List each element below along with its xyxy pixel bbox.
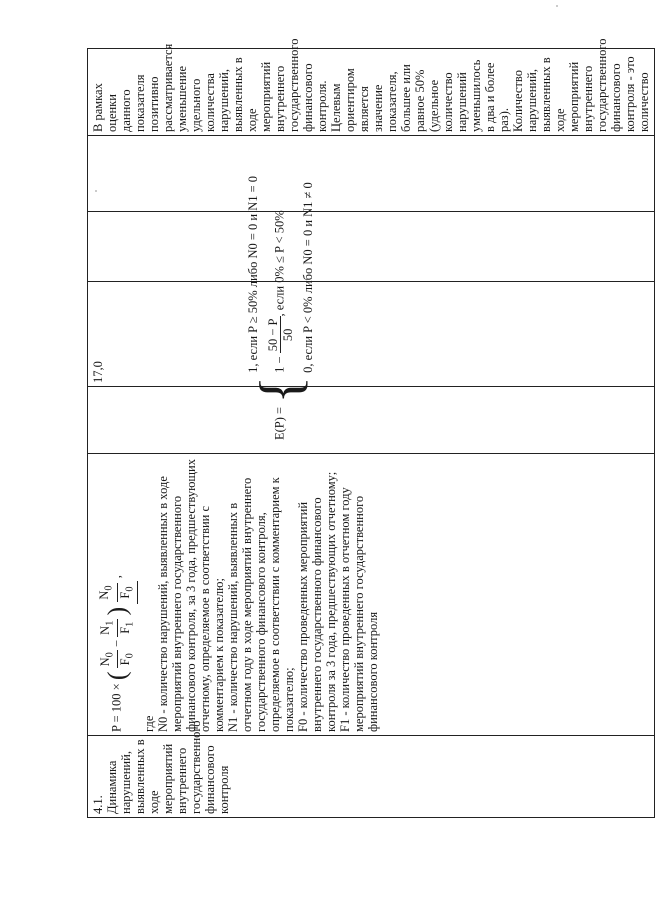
weight-cell: 17,0: [88, 282, 655, 387]
fraction-n0-f0: $N_0$ $F_0$: [97, 652, 136, 667]
fraction-divisor: $N_0$ $F_0$: [97, 581, 138, 603]
where-label: где: [142, 715, 156, 732]
comment-cell: В рамках оценки данного показателя позитивно рассматривается уменьшение удельного количества нарушений, выявленных в ходе мероприятий внутреннего государственного финансового контроля. Целевым ориентиром является значение показателя, большее или равное 50% (удельное количество нарушений уменьшилось в два и более раз). Количество нарушений, выявленных в ходе мероприятий внутреннего государственного финансового контроля - это количество: [88, 49, 655, 136]
scan-speck: [556, 5, 558, 7]
empty-cell: [88, 387, 655, 454]
variable-definitions: N0 - количество нарушений, выявленных в ходе мероприятий внутреннего государственного финансового контроля, за 3 года, предшествующих отчетному, определяемое в соответствии с комментарием к показателю; N1 - количество нарушений, выявленных в отчетном году в ходе мероприятий внутреннего государственного финансового контроля, определяемое в соответствии с комментарием к показателю; F0 - количество проведенных мероприятий внутреннего государственного финансового контроля за 3 года, предшествующих отчетному; F1 - количество проведенных в отчетном году мероприятий внутреннего государственного финансового контроля: [156, 459, 380, 732]
empty-cell: [88, 212, 655, 282]
table-row: [88, 49, 655, 818]
case-one: 1, если P ≥ 50% либо N0 = 0 и N1 = 0: [246, 175, 260, 373]
fraction-n1-f1: $N_1$ $F_1$: [97, 620, 136, 635]
evaluation-lhs: E(P) =: [272, 406, 287, 440]
evaluation-formula: E(P) = { 1, если P ≥ 50% либо N0 = 0 и N1 = 0 1 − 50 − P 50 , если 0% ≤ P < 50% 0, если P < 0% либо N0 = 0 и N1 ≠ 0: [240, 140, 321, 440]
formula-lhs: P = 100 ×: [109, 683, 124, 732]
ratio-formula: P = 100 × ( $N_0$ $F_0$ − $N_1$ $F_1$ ) $N_0$ $F_0$ ,: [97, 457, 138, 732]
indicator-name-cell: 4.1. Динамика нарушений, выявленных в ходе мероприятий внутреннего государственного финансового контроля: [88, 736, 655, 818]
case-three: 0, если P < 0% либо N0 = 0 и N1 ≠ 0: [301, 182, 315, 373]
formula-cell: [88, 454, 655, 736]
evaluation-cell: [88, 136, 655, 212]
rotated-table-page: [87, 38, 651, 818]
case-two: 1 − 50 − P 50 , если 0% ≤ P < 50%: [266, 210, 295, 373]
indicator-table: [87, 38, 655, 818]
evaluation-cases: [240, 176, 321, 373]
